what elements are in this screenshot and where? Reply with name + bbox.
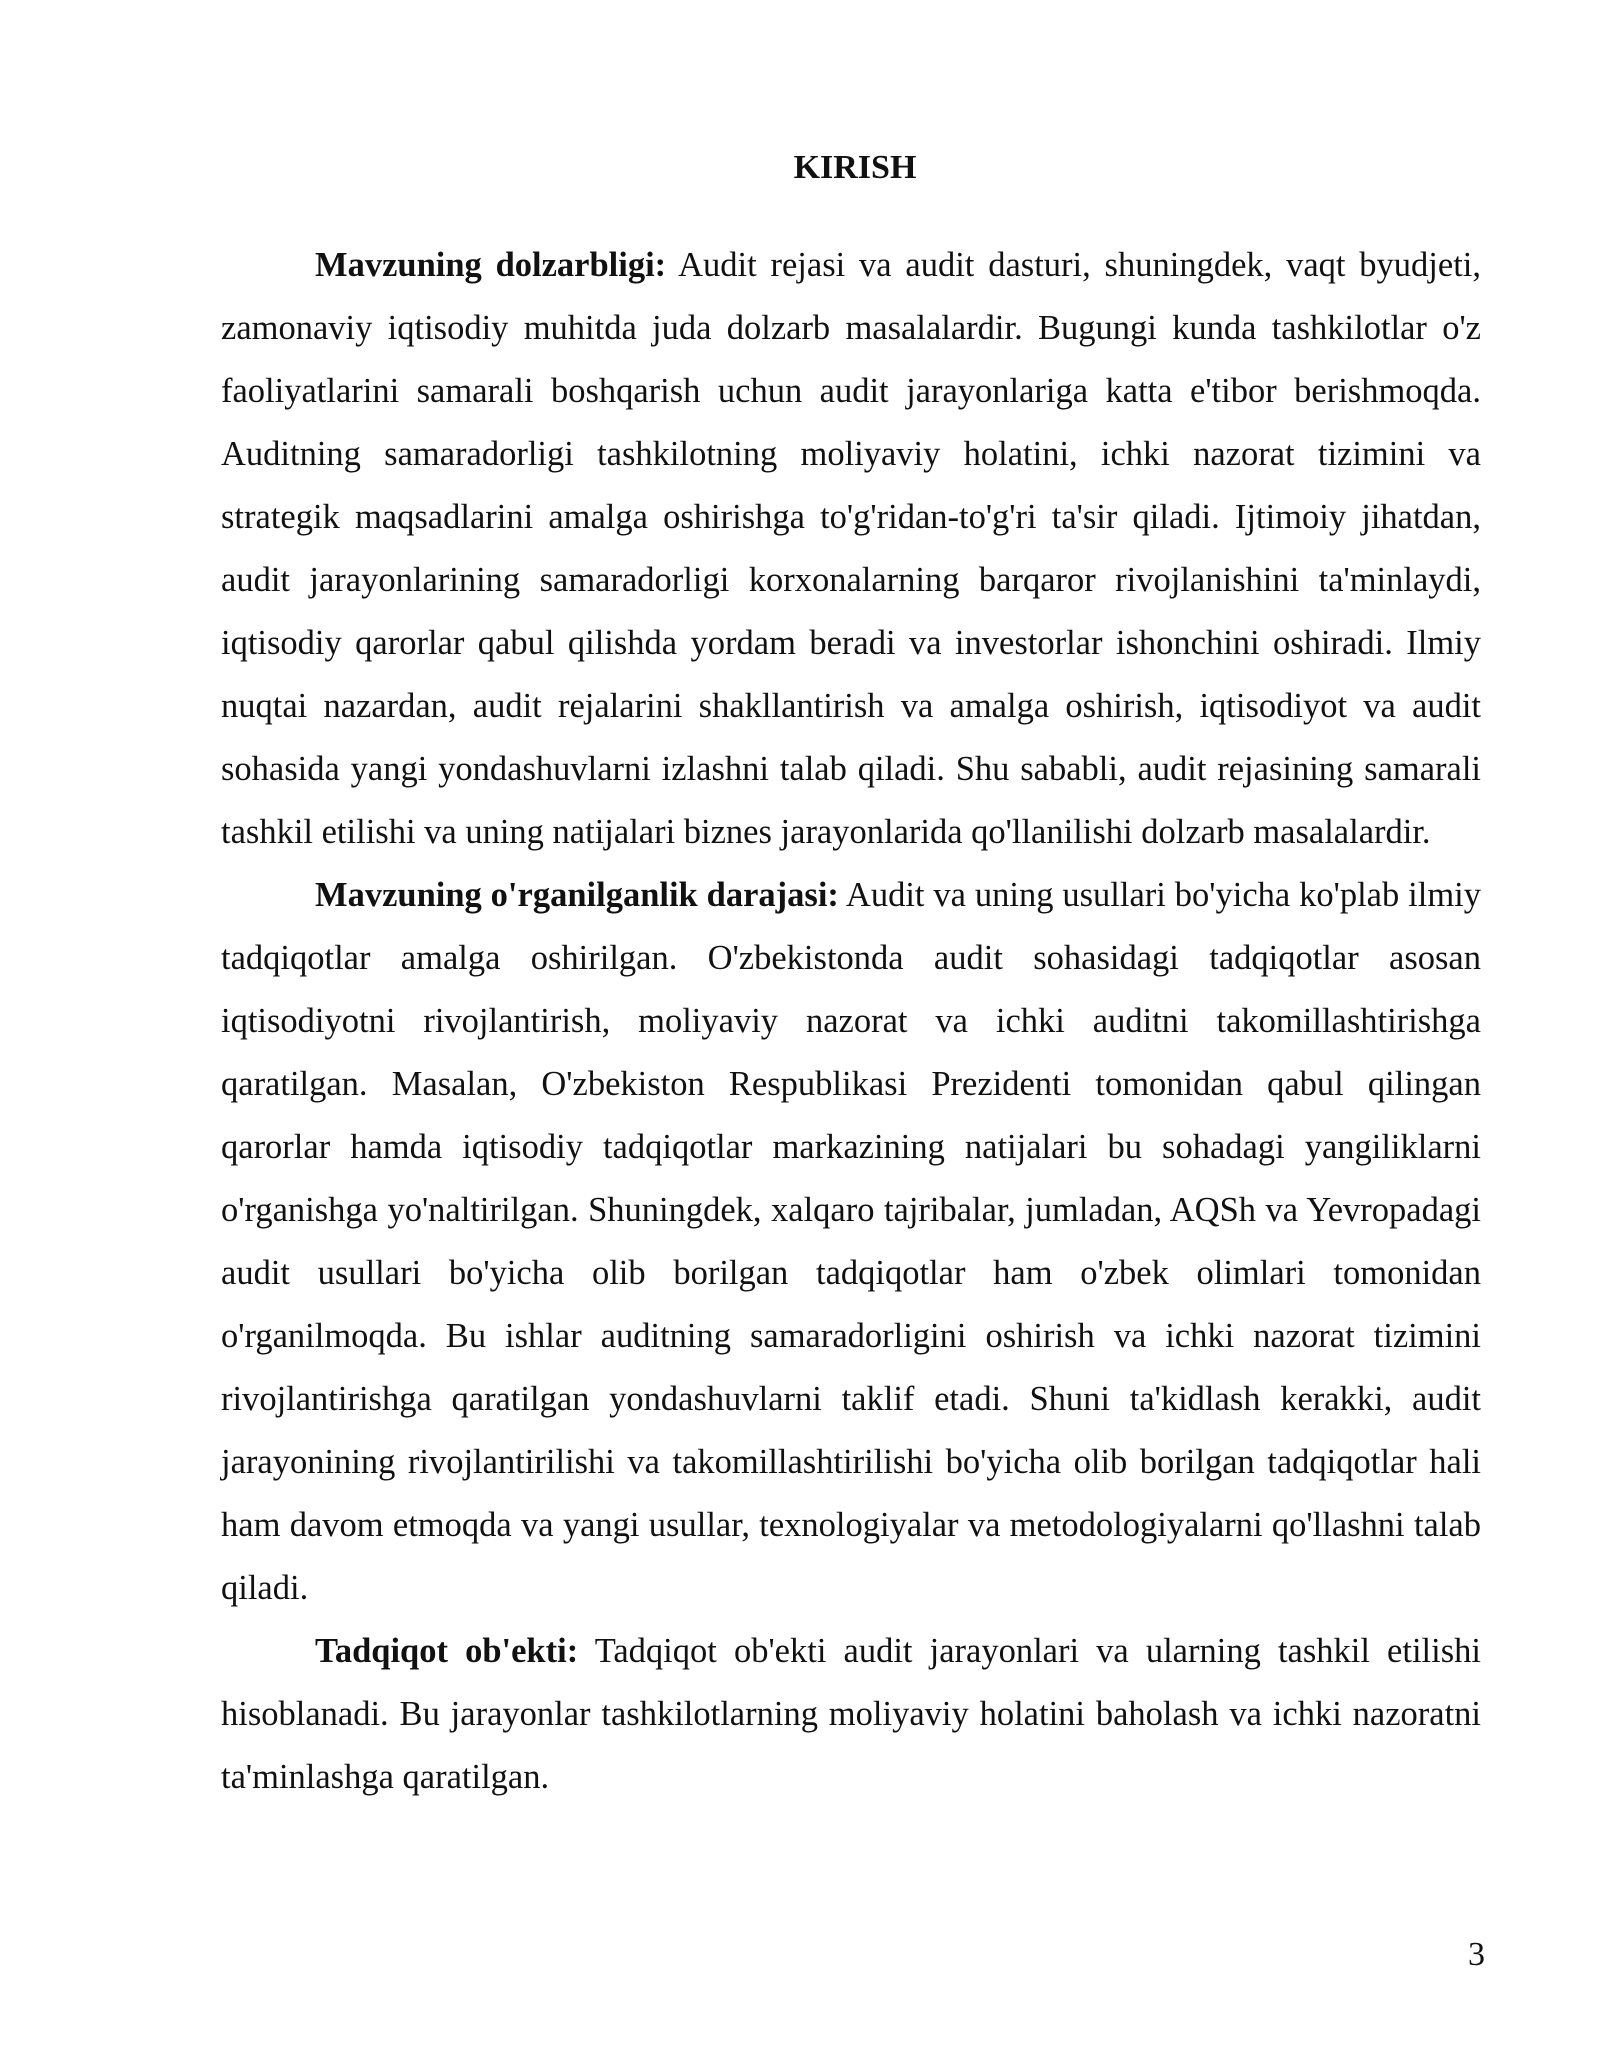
paragraph-research-object: [221, 1620, 1481, 1809]
paragraph-lead: Mavzuning dolzarbligi:: [315, 246, 667, 284]
paragraph-lead: Mavzuning o'rganilganlik darajasi:: [315, 876, 839, 914]
body-text: [221, 234, 1481, 1809]
paragraph-text: Audit rejasi va audit dasturi, shuningdek, vaqt byudjeti, zamonaviy iqtisodiy muhitda juda dolzarb masalalardir. Bugungi kunda tashkilotlar o'z faoliyatlarini samarali boshqarish uchun audit jarayonlariga katta e'tibor berishmoqda. Auditning samaradorligi tashkilotning moliyaviy holatini, ichki nazorat tizimini va strategik maqsadlarini amalga oshirishga to'g'ridan-to'g'ri ta'sir qiladi. Ijtimoiy jihatdan, audit jarayonlarining samaradorligi korxonalarning barqaror rivojlanishini ta'minlaydi, iqtisodiy qarorlar qabul qilishda yordam beradi va investorlar ishonchini oshiradi. Ilmiy nuqtai nazardan, audit rejalarini shakllantirish va amalga oshirish, iqtisodiyot va audit sohasida yangi yondashuvlarni izlashni talab qiladi. Shu sababli, audit rejasining samarali tashkil etilishi va uning natijalari biznes jarayonlarida qo'llanilishi dolzarb masalalardir.: [221, 246, 1481, 851]
paragraph-relevance: [221, 234, 1481, 864]
page-title: KIRISH: [793, 149, 917, 186]
paragraph-study-level: [221, 864, 1481, 1620]
paragraph-text: Audit va uning usullari bo'yicha ko'plab ilmiy tadqiqotlar amalga oshirilgan. O'zbekistonda audit sohasidagi tadqiqotlar asosan iqtisodiyotni rivojlantirish, moliyaviy nazorat va ichki auditni takomillashtirishga qaratilgan. Masalan, O'zbekiston Respublikasi Prezidenti tomonidan qabul qilingan qarorlar hamda iqtisodiy tadqiqotlar markazining natijalari bu sohadagi yangiliklarni o'rganishga yo'naltirilgan. Shuningdek, xalqaro tajribalar, jumladan, AQSh va Yevropadagi audit usullari bo'yicha olib borilgan tadqiqotlar ham o'zbek olimlari tomonidan o'rganilmoqda. Bu ishlar auditning samaradorligini oshirish va ichki nazorat tizimini rivojlantirishga qaratilgan yondashuvlarni taklif etadi. Shuni ta'kidlash kerakki, audit jarayonining rivojlantirilishi va takomillashtirilishi bo'yicha olib borilgan tadqiqotlar hali ham davom etmoqda va yangi usullar, texnologiyalar va metodologiyalarni qo'llashni talab qiladi.: [221, 876, 1481, 1607]
paragraph-lead: Tadqiqot ob'ekti:: [315, 1632, 579, 1670]
page-number: 3: [1468, 1936, 1485, 1973]
paragraph-text: Tadqiqot ob'ekti audit jarayonlari va ularning tashkil etilishi hisoblanadi. Bu jarayonlar tashkilotlarning moliyaviy holatini baholash va ichki nazoratni ta'minlashga qaratilgan.: [221, 1632, 1481, 1796]
